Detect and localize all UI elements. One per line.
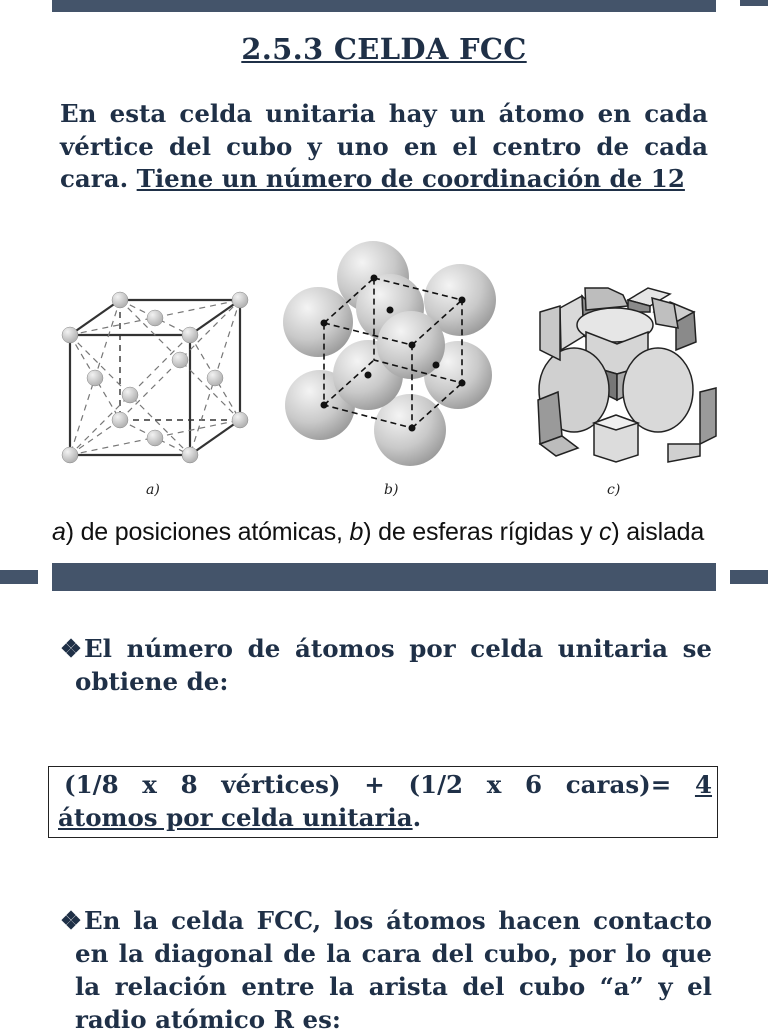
section-divider-bar: [0, 563, 768, 591]
figure-caption: [52, 518, 732, 547]
figure-label-b: b): [384, 482, 399, 498]
bullet-atoms-per-cell: [60, 632, 712, 698]
divider-end-left: [0, 570, 38, 584]
caption-b-text: ) de esferas rígidas y: [363, 518, 600, 546]
intro-text: En esta celda unitaria hay un átomo en cada vértice del cubo y uno en el centro de cada cara.: [60, 99, 708, 193]
bullet-diamond-icon: ❖: [60, 906, 82, 935]
formula-expression: (1/8 x 8 vértices) + (1/2 x 6 caras)=: [64, 770, 672, 799]
formula-result: 4: [694, 770, 713, 799]
bullet-fcc-text: En la celda FCC, los átomos hacen contacto en la diagonal de la cara del cubo, por lo que la relación entre la arista del cubo “a” y el radio atómico R es:: [75, 906, 712, 1034]
top-bar-main: [52, 0, 716, 12]
cube-rigid-spheres: [283, 241, 496, 466]
caption-c-text: ) aislada: [611, 518, 705, 546]
caption-a-letter: a: [52, 518, 66, 546]
page-title: 2.5.3 CELDA FCC: [241, 32, 527, 66]
top-bar-end: [740, 0, 768, 6]
fcc-figure: [48, 240, 728, 502]
formula-line-1: [58, 768, 712, 801]
bullet-diamond-icon: ❖: [60, 634, 82, 663]
bullet-atoms-text: El número de átomos por celda unitaria se obtiene de:: [75, 634, 712, 696]
formula-result-unit: átomos por celda unitaria: [58, 803, 413, 832]
cube-isolated-cell: [538, 288, 716, 462]
divider-end-right: [730, 570, 768, 584]
caption-c-letter: c: [599, 518, 612, 546]
formula: [58, 768, 712, 834]
bullet-fcc-contact: [60, 904, 712, 1036]
intro-coordination: Tiene un número de coordinación de 12: [136, 164, 685, 193]
formula-period: .: [412, 803, 422, 832]
caption-b-letter: b: [349, 518, 364, 546]
caption-a-text: ) de posiciones atómicas,: [65, 518, 350, 546]
cube-atomic-positions: [62, 292, 248, 463]
intro-paragraph: [60, 98, 708, 196]
figure-label-a: a): [146, 482, 160, 498]
figure-label-c: c): [607, 482, 621, 498]
divider-main: [52, 563, 716, 591]
top-bar: [0, 0, 768, 12]
